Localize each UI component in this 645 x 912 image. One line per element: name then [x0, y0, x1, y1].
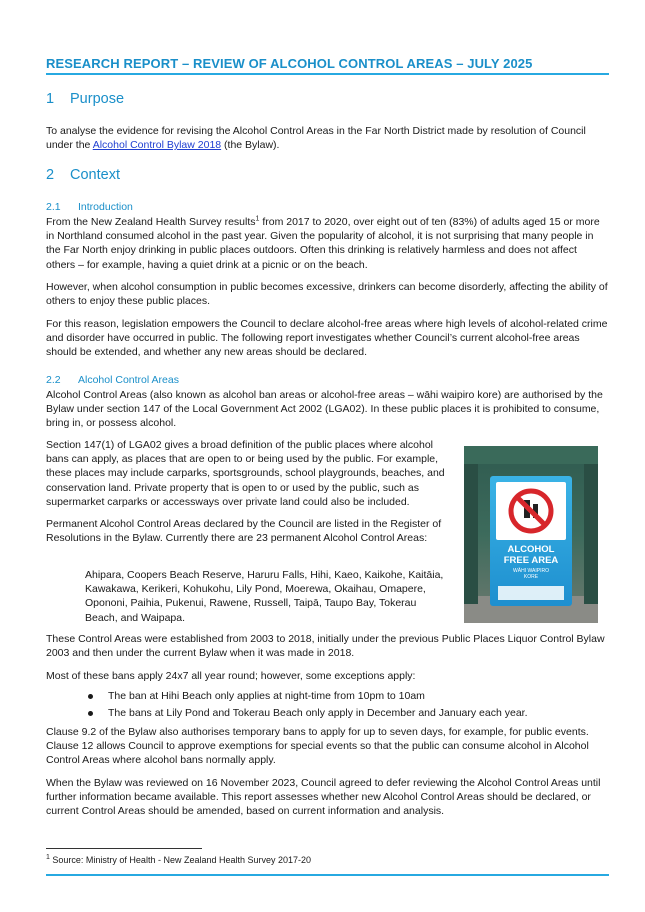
- purpose-text: To analyse the evidence for revising the Alcohol Control Areas in the Far North District made by resolution of Council under the: [46, 125, 586, 152]
- heading-context: [46, 167, 120, 183]
- section-title: Purpose: [70, 91, 125, 107]
- aca-paragraph-3: Permanent Alcohol Control Areas declared by the Council are listed in the Register of Resolutions in the Bylaw. Currently there are 23 permanent Alcohol Control Areas:: [46, 518, 442, 545]
- sign-text-3: WĀHI WAIPIRO: [513, 568, 549, 574]
- heading-alcohol-control-areas: [46, 374, 179, 386]
- alcohol-free-area-sign-photo: [464, 446, 598, 623]
- footnote-text: Source: Ministry of Health - New Zealand Health Survey 2017-20: [49, 855, 312, 865]
- intro-paragraph-2: However, when alcohol consumption in public becomes excessive, drinkers can become disorderly, affecting the ability of others to enjoy these public places.: [46, 281, 608, 308]
- subsection-title: Introduction: [78, 201, 133, 213]
- list-item: [84, 706, 528, 723]
- intro-text-cont: from 2017 to 2020, over eight out of ten (83%) of adults aged 15 or more in Northland consumed alcohol in the past year. Given the popularity of alcohol, it is not surprising that many people in the Far North enjoy drinking in public places outdoors. Often this drinking is relatively harmless and does not affect others – for example, having a quiet drink at a picnic or on the beach.: [46, 216, 600, 271]
- subsection-number: 2.2: [46, 374, 61, 386]
- subsection-number: 2.1: [46, 201, 61, 213]
- bullet-text: The ban at Hihi Beach only applies at night-time from 10pm to 10am: [108, 690, 425, 702]
- footnote: [46, 855, 311, 865]
- purpose-text-end: (the Bylaw).: [221, 139, 280, 152]
- aca-paragraph-7: When the Bylaw was reviewed on 16 November 2023, Council agreed to defer reviewing the Alcohol Control Areas until further information became available. This report assesses whether new Alcohol Control Areas should be declared, or current Control Areas should be amended, based on current information and analysis.: [46, 777, 601, 818]
- aca-paragraph-4: These Control Areas were established from 2003 to 2018, initially under the previous Public Places Liquor Control Bylaw 2003 and then under the current Bylaw when it was made in 2018.: [46, 633, 605, 660]
- sign-text-4: KORE: [523, 574, 539, 580]
- aca-paragraph-1: Alcohol Control Areas (also known as alcohol ban areas or alcohol-free areas – wāhi waipiro kore) are authorised by the Bylaw under section 147 of the Local Government Act 2002 (LGA02). In these public places it is prohibited to consume, bring in, or possess alcohol.: [46, 389, 603, 430]
- heading-introduction: [46, 201, 133, 213]
- bullet-icon: [88, 694, 93, 699]
- title-divider: [46, 73, 609, 75]
- sign-text-1: ALCOHOL: [507, 544, 555, 555]
- section-number: 2: [46, 167, 55, 183]
- intro-paragraph-3: For this reason, legislation empowers the Council to declare alcohol-free areas where high levels of alcohol-related crime and disorder have occurred in public. The following report investigates whether Council’s current alcohol-free areas should be extended, and whether any new areas should be declared.: [46, 318, 608, 359]
- footnote-number: 1: [46, 854, 50, 861]
- bullet-text: The bans at Lily Pond and Tokerau Beach only apply in December and January each year.: [108, 707, 528, 719]
- footnote-ref[interactable]: 1: [255, 215, 260, 223]
- footnote-divider: [46, 848, 202, 849]
- footer-divider: [46, 874, 609, 876]
- exceptions-list: [84, 689, 528, 723]
- sign-text-2: FREE AREA: [503, 555, 559, 566]
- control-areas-list: Ahipara, Coopers Beach Reserve, Haruru Falls, Hihi, Kaeo, Kaikohe, Kaitāia, Kawakawa, Kerikeri, Kohukohu, Lily Pond, Moerewa, Okaihau, Omapere, Opononi, Paihia, Pukenui, Rawene, Russell, Taipā, Taupo Bay, Tokerau Beach, and Waipapa.: [85, 569, 444, 624]
- section-number: 1: [46, 91, 55, 107]
- purpose-paragraph: [46, 124, 609, 152]
- bylaw-link[interactable]: Alcohol Control Bylaw 2018: [92, 139, 222, 152]
- sign-image: [464, 446, 598, 623]
- aca-paragraph-5: Most of these bans apply 24x7 all year round; however, some exceptions apply:: [46, 670, 416, 682]
- aca-paragraph-6: Clause 9.2 of the Bylaw also authorises temporary bans to apply for up to seven days, for example, for public events. Clause 12 allows Council to approve exemptions for special events so that the public can consume alcohol in Alcohol Control Areas where alcohol bans normally apply.: [46, 726, 589, 767]
- section-title: Context: [70, 167, 120, 183]
- aca-paragraph-2: Section 147(1) of LGA02 gives a broad definition of the public places where alcohol bans can apply, as places that are open to or being used by the public. For example, these places may include carparks, sportsgrounds, school playgrounds, beaches, and conservation land. Private property that is open to or used by the public, such as supermarket carparks or accessways over private land could also be included.: [46, 439, 445, 508]
- subsection-title: Alcohol Control Areas: [78, 374, 179, 386]
- intro-text: From the New Zealand Health Survey results: [46, 216, 256, 228]
- intro-paragraph-1: [46, 215, 609, 272]
- heading-purpose: [46, 91, 124, 107]
- bullet-icon: [88, 711, 93, 716]
- document-title: RESEARCH REPORT – REVIEW OF ALCOHOL CONTROL AREAS – JULY 2025: [46, 56, 533, 71]
- list-item: [84, 689, 528, 706]
